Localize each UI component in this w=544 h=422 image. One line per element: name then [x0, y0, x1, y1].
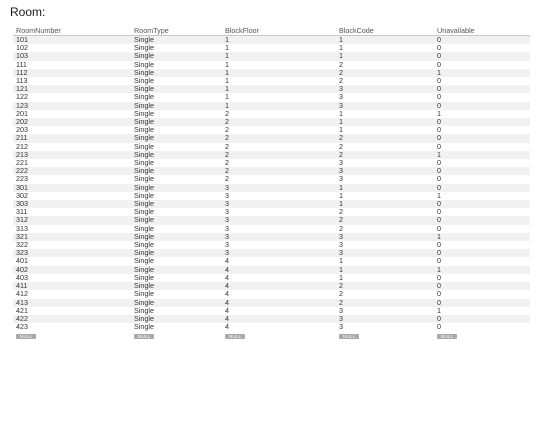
cell-roomtype: Single — [131, 249, 222, 257]
column-header-roomnumber[interactable]: RoomNumber — [13, 26, 131, 36]
cell-blockfloor: 4 — [222, 315, 336, 323]
cell-blockcode: 2 — [336, 77, 434, 85]
cell-roomtype: Single — [131, 216, 222, 224]
cell-blockfloor: 4 — [222, 290, 336, 298]
table-row[interactable] — [13, 200, 530, 208]
cell-unavailable: 0 — [434, 85, 530, 93]
cell-unavailable: 0 — [434, 200, 530, 208]
cell-roomnumber: 112 — [13, 69, 131, 77]
cell-roomtype: Single — [131, 118, 222, 126]
cell-blockfloor: 4 — [222, 274, 336, 282]
cell-unavailable: 0 — [434, 143, 530, 151]
cell-roomtype: Single — [131, 102, 222, 110]
cell-blockcode: 3 — [336, 241, 434, 249]
cell-roomtype: Single — [131, 233, 222, 241]
table-row[interactable] — [13, 151, 530, 159]
table-row[interactable] — [13, 323, 530, 331]
cell-roomnumber: 102 — [13, 44, 131, 52]
cell-blockcode: 1 — [336, 192, 434, 200]
table-row[interactable] — [13, 233, 530, 241]
null-cell-roomnumber — [13, 331, 131, 340]
cell-blockfloor: 1 — [222, 52, 336, 60]
cell-roomnumber: 421 — [13, 307, 131, 315]
cell-blockfloor: 1 — [222, 61, 336, 69]
cell-roomtype: Single — [131, 159, 222, 167]
cell-unavailable: 1 — [434, 192, 530, 200]
table-row[interactable] — [13, 134, 530, 142]
table-row[interactable] — [13, 44, 530, 52]
cell-blockfloor: 1 — [222, 69, 336, 77]
cell-roomnumber: 221 — [13, 159, 131, 167]
cell-blockcode: 1 — [336, 274, 434, 282]
cell-roomnumber: 122 — [13, 93, 131, 101]
table-row[interactable] — [13, 266, 530, 274]
cell-blockcode: 1 — [336, 126, 434, 134]
table-row[interactable] — [13, 93, 530, 101]
room-table — [13, 26, 530, 341]
cell-unavailable: 0 — [434, 175, 530, 183]
cell-blockfloor: 2 — [222, 175, 336, 183]
cell-blockcode: 1 — [336, 118, 434, 126]
cell-roomtype: Single — [131, 126, 222, 134]
cell-unavailable: 0 — [434, 323, 530, 331]
cell-blockcode: 2 — [336, 290, 434, 298]
cell-roomnumber: 103 — [13, 52, 131, 60]
table-row[interactable] — [13, 77, 530, 85]
cell-blockcode: 2 — [336, 69, 434, 77]
cell-unavailable: 0 — [434, 274, 530, 282]
cell-blockcode: 1 — [336, 52, 434, 60]
cell-unavailable: 0 — [434, 208, 530, 216]
cell-roomtype: Single — [131, 208, 222, 216]
cell-roomtype: Single — [131, 282, 222, 290]
cell-roomnumber: 411 — [13, 282, 131, 290]
cell-roomtype: Single — [131, 225, 222, 233]
cell-blockcode: 2 — [336, 282, 434, 290]
cell-unavailable: 0 — [434, 126, 530, 134]
cell-unavailable: 0 — [434, 257, 530, 265]
cell-blockcode: 2 — [336, 61, 434, 69]
column-header-roomtype[interactable]: RoomType — [131, 26, 222, 36]
null-badge: NULL — [339, 334, 359, 339]
cell-roomnumber: 312 — [13, 216, 131, 224]
cell-unavailable: 0 — [434, 93, 530, 101]
table-row[interactable] — [13, 299, 530, 307]
cell-blockfloor: 1 — [222, 44, 336, 52]
cell-unavailable: 1 — [434, 69, 530, 77]
cell-blockcode: 1 — [336, 200, 434, 208]
table-row[interactable] — [13, 69, 530, 77]
cell-blockcode: 1 — [336, 184, 434, 192]
cell-roomnumber: 121 — [13, 85, 131, 93]
cell-blockfloor: 3 — [222, 208, 336, 216]
cell-blockcode: 2 — [336, 208, 434, 216]
cell-roomtype: Single — [131, 36, 222, 45]
cell-roomtype: Single — [131, 307, 222, 315]
cell-blockfloor: 1 — [222, 102, 336, 110]
cell-roomnumber: 401 — [13, 257, 131, 265]
cell-blockfloor: 4 — [222, 323, 336, 331]
cell-blockcode: 3 — [336, 233, 434, 241]
table-header-row — [13, 26, 530, 36]
cell-blockcode: 2 — [336, 216, 434, 224]
cell-unavailable: 0 — [434, 134, 530, 142]
cell-roomnumber: 423 — [13, 323, 131, 331]
cell-roomtype: Single — [131, 290, 222, 298]
cell-unavailable: 0 — [434, 290, 530, 298]
cell-roomnumber: 223 — [13, 175, 131, 183]
cell-roomtype: Single — [131, 200, 222, 208]
cell-blockfloor: 3 — [222, 241, 336, 249]
cell-unavailable: 0 — [434, 249, 530, 257]
table-row[interactable] — [13, 307, 530, 315]
cell-blockfloor: 2 — [222, 159, 336, 167]
cell-unavailable: 0 — [434, 159, 530, 167]
cell-unavailable: 0 — [434, 167, 530, 175]
table-row[interactable] — [13, 192, 530, 200]
cell-blockcode: 2 — [336, 299, 434, 307]
cell-roomtype: Single — [131, 151, 222, 159]
cell-roomtype: Single — [131, 241, 222, 249]
table-row[interactable] — [13, 208, 530, 216]
cell-roomnumber: 422 — [13, 315, 131, 323]
null-badge: NULL — [437, 334, 457, 339]
table-row[interactable] — [13, 167, 530, 175]
cell-blockcode: 2 — [336, 134, 434, 142]
table-row[interactable] — [13, 175, 530, 183]
cell-roomnumber: 211 — [13, 134, 131, 142]
cell-blockcode: 3 — [336, 167, 434, 175]
null-row — [13, 331, 530, 340]
cell-unavailable: 0 — [434, 225, 530, 233]
cell-roomnumber: 402 — [13, 266, 131, 274]
table-row[interactable] — [13, 241, 530, 249]
cell-roomtype: Single — [131, 323, 222, 331]
cell-roomnumber: 412 — [13, 290, 131, 298]
cell-roomnumber: 212 — [13, 143, 131, 151]
cell-blockcode: 3 — [336, 307, 434, 315]
cell-blockcode: 2 — [336, 225, 434, 233]
cell-blockfloor: 3 — [222, 233, 336, 241]
cell-roomtype: Single — [131, 175, 222, 183]
cell-blockcode: 3 — [336, 85, 434, 93]
table-row[interactable] — [13, 52, 530, 60]
column-header-blockcode[interactable]: BlockCode — [336, 26, 434, 36]
cell-blockcode: 2 — [336, 143, 434, 151]
cell-roomtype: Single — [131, 85, 222, 93]
null-badge: NULL — [225, 334, 245, 339]
cell-blockfloor: 2 — [222, 118, 336, 126]
cell-blockfloor: 2 — [222, 126, 336, 134]
cell-unavailable: 0 — [434, 241, 530, 249]
table-row[interactable] — [13, 159, 530, 167]
cell-unavailable: 0 — [434, 61, 530, 69]
cell-unavailable: 1 — [434, 151, 530, 159]
table-row[interactable] — [13, 216, 530, 224]
table-row[interactable] — [13, 36, 530, 45]
table-row[interactable] — [13, 290, 530, 298]
table-row[interactable] — [13, 126, 530, 134]
cell-blockfloor: 2 — [222, 151, 336, 159]
cell-blockcode: 1 — [336, 44, 434, 52]
cell-roomnumber: 203 — [13, 126, 131, 134]
cell-roomnumber: 322 — [13, 241, 131, 249]
cell-unavailable: 1 — [434, 110, 530, 118]
cell-blockcode: 1 — [336, 257, 434, 265]
cell-roomnumber: 202 — [13, 118, 131, 126]
cell-roomnumber: 321 — [13, 233, 131, 241]
cell-blockcode: 1 — [336, 266, 434, 274]
table-row[interactable] — [13, 85, 530, 93]
cell-blockfloor: 3 — [222, 225, 336, 233]
cell-roomnumber: 222 — [13, 167, 131, 175]
cell-blockfloor: 2 — [222, 167, 336, 175]
cell-roomtype: Single — [131, 167, 222, 175]
cell-roomtype: Single — [131, 315, 222, 323]
cell-blockfloor: 3 — [222, 200, 336, 208]
cell-roomtype: Single — [131, 266, 222, 274]
cell-roomtype: Single — [131, 143, 222, 151]
cell-roomnumber: 323 — [13, 249, 131, 257]
cell-unavailable: 0 — [434, 282, 530, 290]
cell-unavailable: 0 — [434, 299, 530, 307]
cell-roomtype: Single — [131, 257, 222, 265]
cell-roomtype: Single — [131, 44, 222, 52]
cell-blockcode: 1 — [336, 36, 434, 45]
column-header-unavailable[interactable]: Unavailable — [434, 26, 530, 36]
room-table-container — [13, 26, 530, 341]
cell-roomnumber: 123 — [13, 102, 131, 110]
cell-blockfloor: 4 — [222, 257, 336, 265]
page-title: Room: — [10, 5, 46, 19]
null-badge: NULL — [16, 334, 36, 339]
cell-blockcode: 3 — [336, 175, 434, 183]
cell-roomnumber: 311 — [13, 208, 131, 216]
column-header-blockfloor[interactable]: BlockFloor — [222, 26, 336, 36]
table-row[interactable] — [13, 184, 530, 192]
cell-unavailable: 0 — [434, 44, 530, 52]
table-row[interactable] — [13, 315, 530, 323]
cell-unavailable: 0 — [434, 216, 530, 224]
cell-roomtype: Single — [131, 69, 222, 77]
table-row[interactable] — [13, 225, 530, 233]
cell-roomtype: Single — [131, 61, 222, 69]
cell-blockfloor: 4 — [222, 299, 336, 307]
cell-unavailable: 0 — [434, 77, 530, 85]
cell-roomtype: Single — [131, 299, 222, 307]
table-row[interactable] — [13, 249, 530, 257]
table-row[interactable] — [13, 282, 530, 290]
cell-blockcode: 3 — [336, 249, 434, 257]
cell-roomtype: Single — [131, 77, 222, 85]
cell-roomnumber: 111 — [13, 61, 131, 69]
null-cell-blockfloor — [222, 331, 336, 340]
cell-roomnumber: 403 — [13, 274, 131, 282]
cell-blockcode: 3 — [336, 323, 434, 331]
cell-blockfloor: 2 — [222, 110, 336, 118]
cell-roomtype: Single — [131, 274, 222, 282]
cell-roomnumber: 113 — [13, 77, 131, 85]
cell-roomnumber: 303 — [13, 200, 131, 208]
null-cell-unavailable — [434, 331, 530, 340]
cell-unavailable: 0 — [434, 36, 530, 45]
cell-unavailable: 0 — [434, 52, 530, 60]
cell-roomtype: Single — [131, 184, 222, 192]
cell-blockfloor: 4 — [222, 307, 336, 315]
cell-blockcode: 3 — [336, 159, 434, 167]
cell-unavailable: 0 — [434, 102, 530, 110]
cell-unavailable: 0 — [434, 118, 530, 126]
cell-unavailable: 1 — [434, 307, 530, 315]
null-cell-blockcode — [336, 331, 434, 340]
cell-unavailable: 1 — [434, 233, 530, 241]
cell-blockcode: 2 — [336, 151, 434, 159]
cell-blockfloor: 3 — [222, 184, 336, 192]
cell-blockcode: 1 — [336, 110, 434, 118]
cell-roomnumber: 413 — [13, 299, 131, 307]
table-row[interactable] — [13, 143, 530, 151]
cell-unavailable: 1 — [434, 266, 530, 274]
cell-unavailable: 0 — [434, 184, 530, 192]
cell-blockfloor: 4 — [222, 282, 336, 290]
cell-blockfloor: 1 — [222, 77, 336, 85]
cell-blockfloor: 1 — [222, 85, 336, 93]
cell-blockcode: 3 — [336, 315, 434, 323]
cell-roomnumber: 302 — [13, 192, 131, 200]
cell-blockfloor: 2 — [222, 143, 336, 151]
table-row[interactable] — [13, 274, 530, 282]
cell-blockfloor: 4 — [222, 266, 336, 274]
table-body — [13, 36, 530, 341]
cell-roomnumber: 313 — [13, 225, 131, 233]
cell-roomnumber: 301 — [13, 184, 131, 192]
cell-blockcode: 3 — [336, 102, 434, 110]
null-cell-roomtype — [131, 331, 222, 340]
table-row[interactable] — [13, 110, 530, 118]
cell-roomtype: Single — [131, 52, 222, 60]
cell-roomtype: Single — [131, 93, 222, 101]
cell-blockfloor: 3 — [222, 249, 336, 257]
cell-roomnumber: 201 — [13, 110, 131, 118]
cell-roomtype: Single — [131, 192, 222, 200]
cell-roomnumber: 213 — [13, 151, 131, 159]
cell-blockcode: 3 — [336, 93, 434, 101]
table-row[interactable] — [13, 102, 530, 110]
cell-blockfloor: 1 — [222, 93, 336, 101]
cell-blockfloor: 3 — [222, 192, 336, 200]
cell-roomtype: Single — [131, 134, 222, 142]
table-row[interactable] — [13, 118, 530, 126]
cell-blockfloor: 3 — [222, 216, 336, 224]
table-row[interactable] — [13, 257, 530, 265]
table-row[interactable] — [13, 61, 530, 69]
null-badge: NULL — [134, 334, 154, 339]
cell-blockfloor: 2 — [222, 134, 336, 142]
cell-roomnumber: 101 — [13, 36, 131, 45]
cell-unavailable: 0 — [434, 315, 530, 323]
cell-roomtype: Single — [131, 110, 222, 118]
cell-blockfloor: 1 — [222, 36, 336, 45]
